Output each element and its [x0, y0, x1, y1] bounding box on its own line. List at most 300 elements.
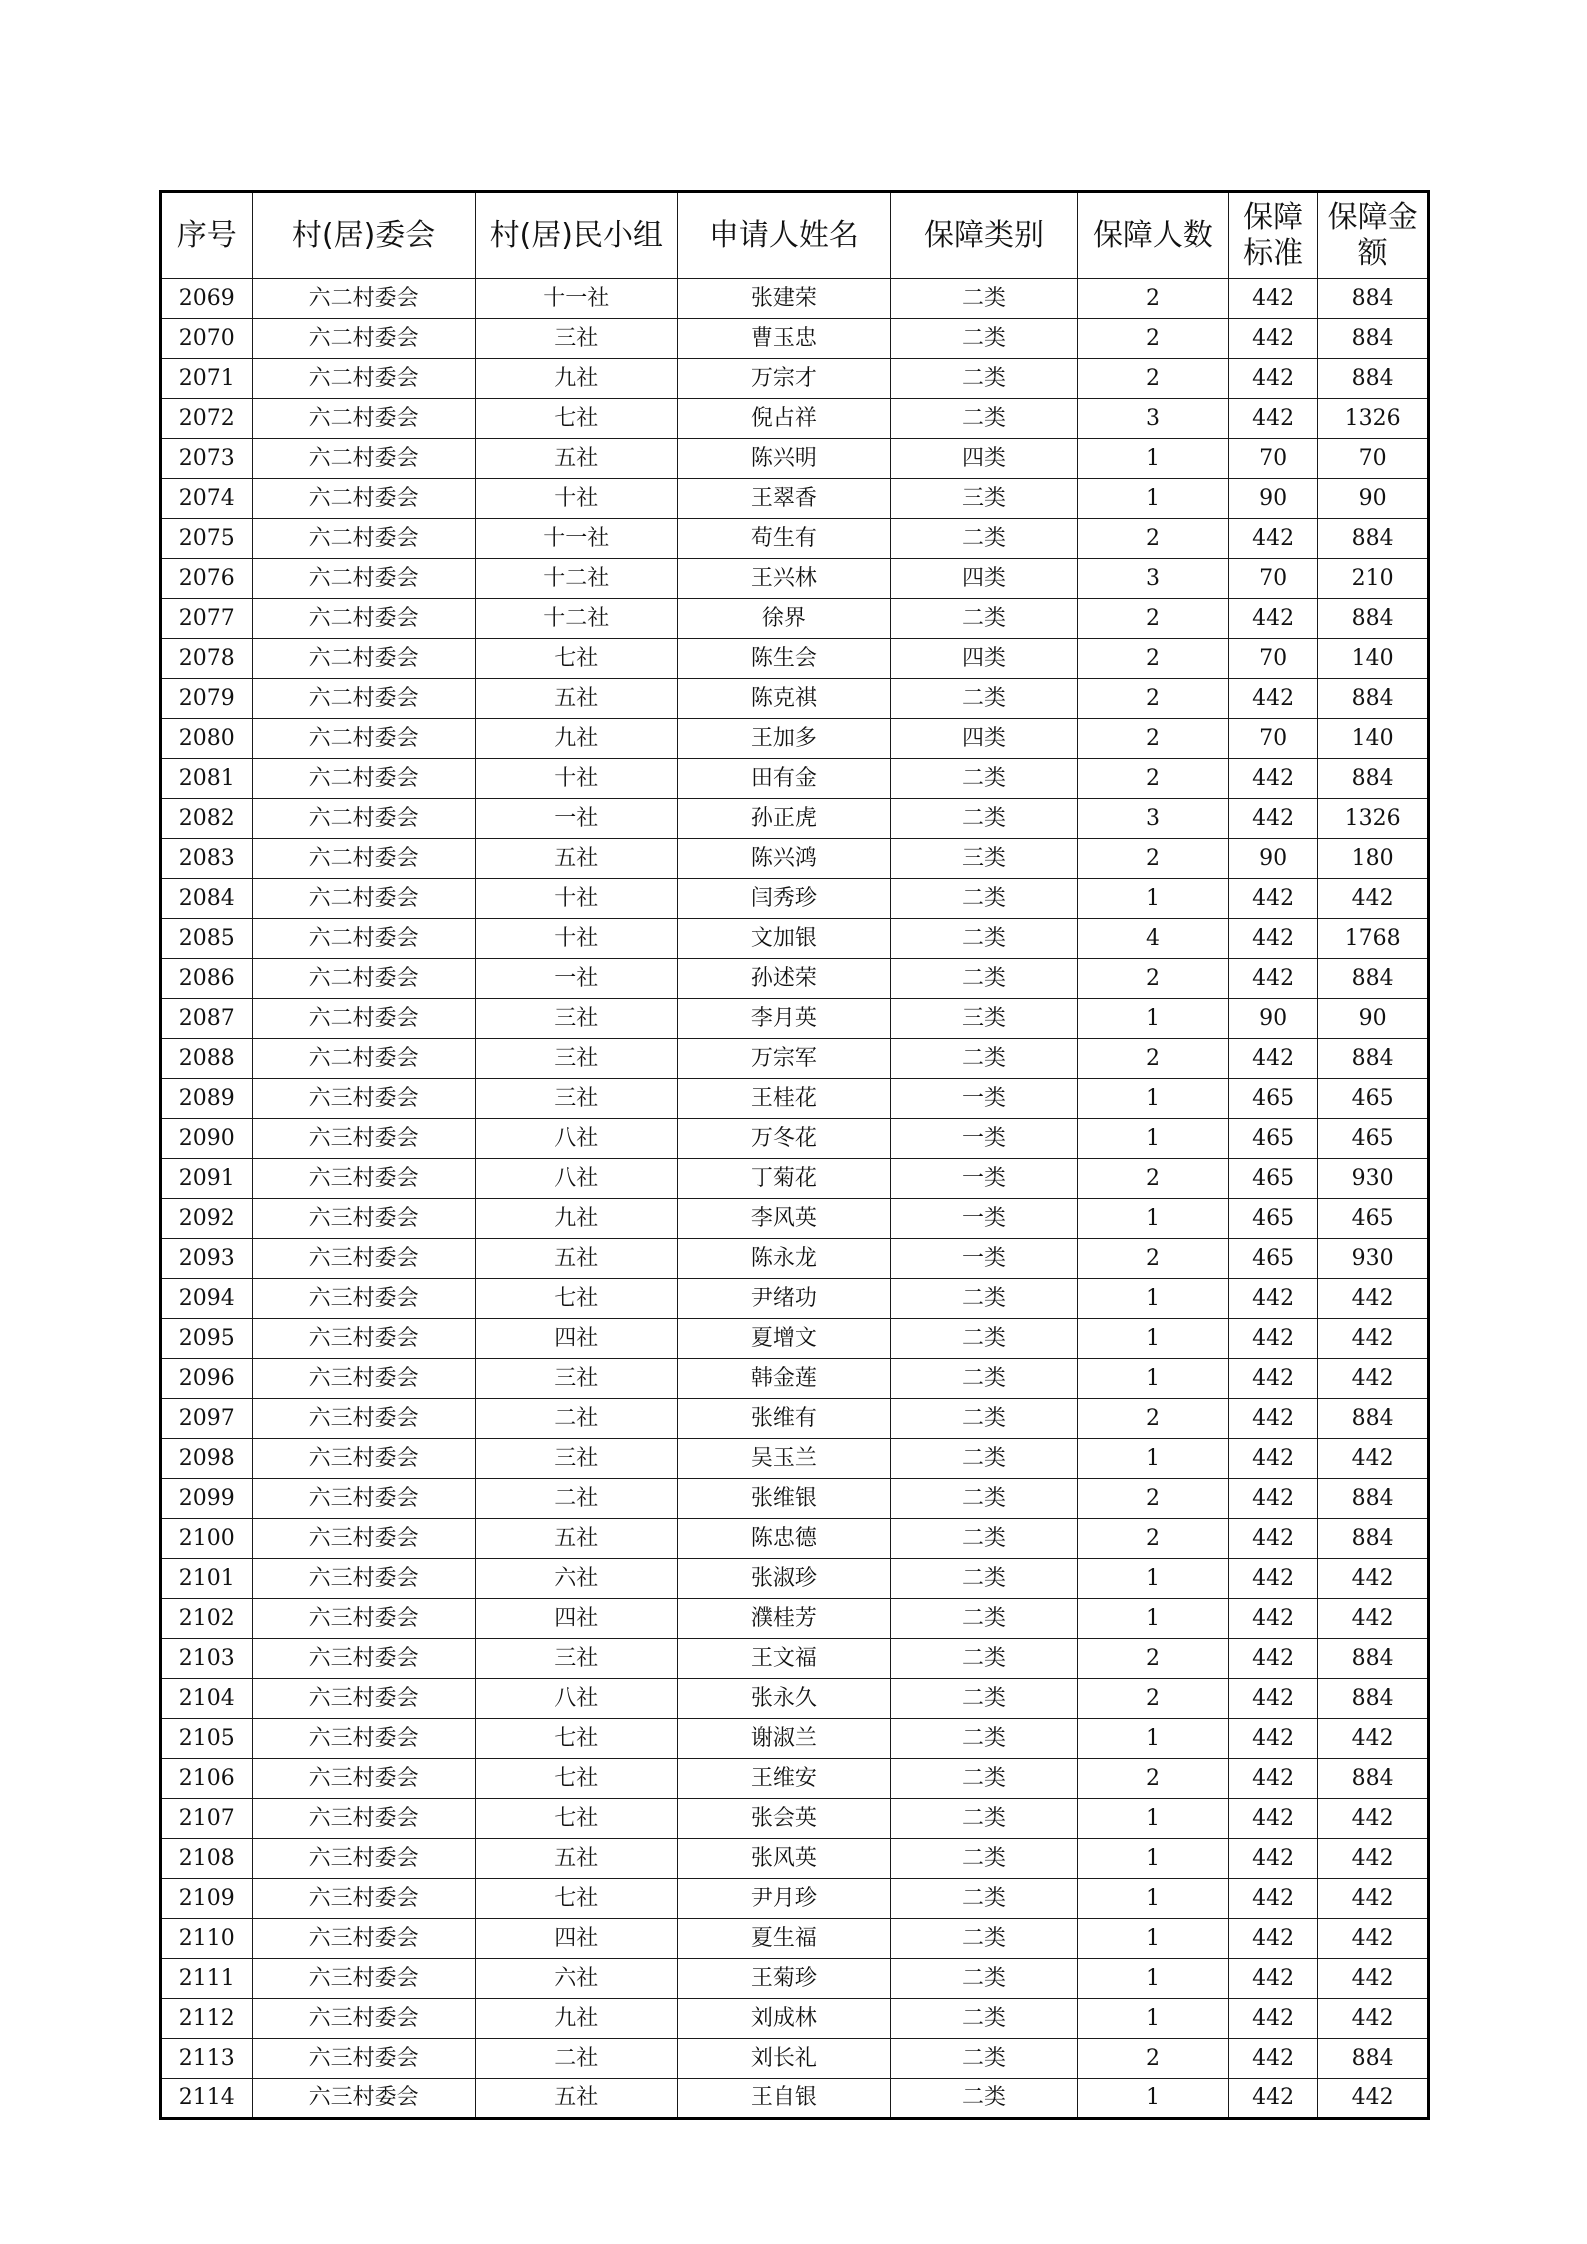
cell-assistance-amount: 884: [1318, 1519, 1429, 1559]
cell-serial-number: 2109: [161, 1879, 253, 1919]
cell-village-committee: 六三村委会: [252, 2039, 475, 2079]
cell-assistance-category: 一类: [891, 1239, 1078, 1279]
cell-villager-group: 二社: [475, 1399, 677, 1439]
header-villager-group: 村(居)民小组: [475, 192, 677, 279]
cell-assistance-standard: 442: [1228, 1279, 1317, 1319]
cell-assistance-standard: 465: [1228, 1159, 1317, 1199]
table-row: [161, 799, 1429, 839]
cell-assistance-category: 二类: [891, 759, 1078, 799]
cell-serial-number: 2104: [161, 1679, 253, 1719]
cell-village-committee: 六二村委会: [252, 879, 475, 919]
cell-village-committee: 六二村委会: [252, 319, 475, 359]
table-row: [161, 1599, 1429, 1639]
table-row: [161, 1519, 1429, 1559]
table-row: [161, 759, 1429, 799]
table-row: [161, 1999, 1429, 2039]
header-village-committee: 村(居)委会: [252, 192, 475, 279]
cell-covered-persons: 2: [1078, 279, 1229, 319]
cell-covered-persons: 1: [1078, 1279, 1229, 1319]
cell-assistance-standard: 442: [1228, 959, 1317, 999]
cell-applicant-name: 王翠香: [677, 479, 890, 519]
cell-serial-number: 2083: [161, 839, 253, 879]
cell-applicant-name: 李风英: [677, 1199, 890, 1239]
table-row: [161, 1359, 1429, 1399]
cell-assistance-category: 二类: [891, 1999, 1078, 2039]
cell-assistance-amount: 442: [1318, 2079, 1429, 2119]
table-row: [161, 719, 1429, 759]
cell-assistance-category: 二类: [891, 1599, 1078, 1639]
cell-assistance-standard: 442: [1228, 359, 1317, 399]
cell-villager-group: 四社: [475, 1599, 677, 1639]
cell-assistance-standard: 442: [1228, 399, 1317, 439]
cell-village-committee: 六三村委会: [252, 1439, 475, 1479]
cell-assistance-standard: 442: [1228, 1519, 1317, 1559]
cell-serial-number: 2080: [161, 719, 253, 759]
cell-serial-number: 2107: [161, 1799, 253, 1839]
cell-assistance-amount: 442: [1318, 1319, 1429, 1359]
table-row: [161, 1199, 1429, 1239]
table-row: [161, 1799, 1429, 1839]
table-row: [161, 1239, 1429, 1279]
cell-village-committee: 六三村委会: [252, 1759, 475, 1799]
cell-covered-persons: 3: [1078, 399, 1229, 439]
cell-covered-persons: 1: [1078, 439, 1229, 479]
cell-serial-number: 2071: [161, 359, 253, 399]
table-row: [161, 1639, 1429, 1679]
cell-applicant-name: 文加银: [677, 919, 890, 959]
cell-applicant-name: 王菊珍: [677, 1959, 890, 1999]
cell-applicant-name: 田有金: [677, 759, 890, 799]
cell-villager-group: 八社: [475, 1119, 677, 1159]
cell-assistance-amount: 1326: [1318, 399, 1429, 439]
table-row: [161, 1679, 1429, 1719]
cell-applicant-name: 夏增文: [677, 1319, 890, 1359]
cell-covered-persons: 2: [1078, 1519, 1229, 1559]
cell-assistance-category: 一类: [891, 1159, 1078, 1199]
cell-villager-group: 三社: [475, 1439, 677, 1479]
cell-serial-number: 2069: [161, 279, 253, 319]
cell-assistance-amount: 884: [1318, 1759, 1429, 1799]
cell-assistance-standard: 70: [1228, 439, 1317, 479]
cell-assistance-amount: 442: [1318, 1279, 1429, 1319]
cell-assistance-category: 二类: [891, 1919, 1078, 1959]
cell-covered-persons: 1: [1078, 1839, 1229, 1879]
cell-village-committee: 六三村委会: [252, 2079, 475, 2119]
cell-assistance-standard: 465: [1228, 1239, 1317, 1279]
cell-serial-number: 2070: [161, 319, 253, 359]
table-row: [161, 1319, 1429, 1359]
cell-village-committee: 六三村委会: [252, 1639, 475, 1679]
table-row: [161, 1839, 1429, 1879]
cell-assistance-category: 二类: [891, 1759, 1078, 1799]
cell-villager-group: 十社: [475, 759, 677, 799]
cell-assistance-category: 二类: [891, 1359, 1078, 1399]
cell-assistance-standard: 442: [1228, 279, 1317, 319]
cell-assistance-standard: 442: [1228, 1879, 1317, 1919]
header-assistance-category: 保障类别: [891, 192, 1078, 279]
header-serial-number: 序号: [161, 192, 253, 279]
cell-serial-number: 2097: [161, 1399, 253, 1439]
cell-assistance-standard: 70: [1228, 639, 1317, 679]
cell-assistance-category: 二类: [891, 799, 1078, 839]
cell-assistance-category: 二类: [891, 1839, 1078, 1879]
cell-covered-persons: 1: [1078, 1799, 1229, 1839]
cell-assistance-category: 二类: [891, 1319, 1078, 1359]
cell-covered-persons: 2: [1078, 1679, 1229, 1719]
cell-village-committee: 六三村委会: [252, 1879, 475, 1919]
table-row: [161, 1039, 1429, 1079]
cell-villager-group: 二社: [475, 2039, 677, 2079]
cell-applicant-name: 张建荣: [677, 279, 890, 319]
table-row: [161, 879, 1429, 919]
cell-covered-persons: 1: [1078, 1599, 1229, 1639]
cell-covered-persons: 1: [1078, 1079, 1229, 1119]
table-row: [161, 1919, 1429, 1959]
cell-assistance-category: 二类: [891, 2039, 1078, 2079]
table-row: [161, 1719, 1429, 1759]
cell-covered-persons: 1: [1078, 879, 1229, 919]
cell-assistance-standard: 442: [1228, 1999, 1317, 2039]
cell-assistance-category: 二类: [891, 919, 1078, 959]
cell-village-committee: 六二村委会: [252, 559, 475, 599]
table-row: [161, 319, 1429, 359]
cell-assistance-amount: 180: [1318, 839, 1429, 879]
cell-covered-persons: 2: [1078, 319, 1229, 359]
cell-applicant-name: 张维银: [677, 1479, 890, 1519]
cell-assistance-amount: 884: [1318, 679, 1429, 719]
table-row: [161, 839, 1429, 879]
cell-assistance-standard: 442: [1228, 2079, 1317, 2119]
cell-village-committee: 六三村委会: [252, 1359, 475, 1399]
cell-applicant-name: 孙正虎: [677, 799, 890, 839]
cell-applicant-name: 李月英: [677, 999, 890, 1039]
cell-villager-group: 十一社: [475, 279, 677, 319]
cell-applicant-name: 陈兴明: [677, 439, 890, 479]
cell-serial-number: 2084: [161, 879, 253, 919]
cell-applicant-name: 张会英: [677, 1799, 890, 1839]
cell-villager-group: 十二社: [475, 559, 677, 599]
cell-assistance-standard: 442: [1228, 1959, 1317, 1999]
table-row: [161, 1559, 1429, 1599]
cell-village-committee: 六二村委会: [252, 759, 475, 799]
table-row: [161, 1399, 1429, 1439]
cell-covered-persons: 2: [1078, 839, 1229, 879]
cell-serial-number: 2073: [161, 439, 253, 479]
cell-covered-persons: 2: [1078, 1759, 1229, 1799]
cell-assistance-standard: 442: [1228, 799, 1317, 839]
cell-villager-group: 一社: [475, 959, 677, 999]
cell-assistance-category: 二类: [891, 1719, 1078, 1759]
cell-serial-number: 2078: [161, 639, 253, 679]
cell-serial-number: 2102: [161, 1599, 253, 1639]
cell-assistance-amount: 140: [1318, 719, 1429, 759]
cell-assistance-amount: 442: [1318, 1959, 1429, 1999]
cell-serial-number: 2101: [161, 1559, 253, 1599]
cell-village-committee: 六三村委会: [252, 1599, 475, 1639]
table-row: [161, 1279, 1429, 1319]
cell-village-committee: 六三村委会: [252, 1919, 475, 1959]
cell-village-committee: 六二村委会: [252, 919, 475, 959]
cell-serial-number: 2093: [161, 1239, 253, 1279]
cell-village-committee: 六三村委会: [252, 1959, 475, 1999]
cell-applicant-name: 孙述荣: [677, 959, 890, 999]
cell-villager-group: 七社: [475, 1279, 677, 1319]
cell-covered-persons: 1: [1078, 1359, 1229, 1399]
cell-covered-persons: 3: [1078, 559, 1229, 599]
cell-applicant-name: 曹玉忠: [677, 319, 890, 359]
cell-covered-persons: 2: [1078, 1639, 1229, 1679]
cell-assistance-amount: 442: [1318, 1599, 1429, 1639]
cell-villager-group: 五社: [475, 1839, 677, 1879]
cell-assistance-standard: 442: [1228, 1759, 1317, 1799]
cell-applicant-name: 尹绪功: [677, 1279, 890, 1319]
cell-applicant-name: 刘成林: [677, 1999, 890, 2039]
cell-assistance-category: 四类: [891, 639, 1078, 679]
cell-assistance-category: 二类: [891, 1639, 1078, 1679]
cell-serial-number: 2086: [161, 959, 253, 999]
cell-applicant-name: 王文福: [677, 1639, 890, 1679]
cell-village-committee: 六三村委会: [252, 1799, 475, 1839]
cell-applicant-name: 陈永龙: [677, 1239, 890, 1279]
table-row: [161, 1159, 1429, 1199]
cell-serial-number: 2108: [161, 1839, 253, 1879]
cell-serial-number: 2085: [161, 919, 253, 959]
cell-assistance-standard: 442: [1228, 519, 1317, 559]
cell-village-committee: 六二村委会: [252, 599, 475, 639]
cell-villager-group: 七社: [475, 1879, 677, 1919]
cell-applicant-name: 陈生会: [677, 639, 890, 679]
cell-covered-persons: 1: [1078, 999, 1229, 1039]
cell-assistance-amount: 884: [1318, 1679, 1429, 1719]
cell-assistance-category: 二类: [891, 359, 1078, 399]
cell-villager-group: 四社: [475, 1319, 677, 1359]
cell-assistance-category: 二类: [891, 1799, 1078, 1839]
cell-village-committee: 六三村委会: [252, 1279, 475, 1319]
cell-village-committee: 六二村委会: [252, 1039, 475, 1079]
cell-assistance-category: 二类: [891, 399, 1078, 439]
cell-village-committee: 六二村委会: [252, 719, 475, 759]
cell-applicant-name: 张淑珍: [677, 1559, 890, 1599]
cell-covered-persons: 2: [1078, 359, 1229, 399]
cell-assistance-standard: 442: [1228, 1639, 1317, 1679]
cell-villager-group: 三社: [475, 1039, 677, 1079]
cell-applicant-name: 陈兴鸿: [677, 839, 890, 879]
cell-village-committee: 六三村委会: [252, 1399, 475, 1439]
cell-assistance-amount: 884: [1318, 1399, 1429, 1439]
cell-assistance-category: 一类: [891, 1079, 1078, 1119]
cell-village-committee: 六二村委会: [252, 999, 475, 1039]
cell-covered-persons: 1: [1078, 1119, 1229, 1159]
cell-applicant-name: 陈克祺: [677, 679, 890, 719]
cell-covered-persons: 2: [1078, 639, 1229, 679]
cell-assistance-amount: 70: [1318, 439, 1429, 479]
cell-assistance-standard: 442: [1228, 879, 1317, 919]
cell-assistance-amount: 442: [1318, 1919, 1429, 1959]
cell-applicant-name: 吴玉兰: [677, 1439, 890, 1479]
cell-applicant-name: 王兴林: [677, 559, 890, 599]
cell-assistance-standard: 90: [1228, 839, 1317, 879]
cell-villager-group: 十二社: [475, 599, 677, 639]
cell-assistance-standard: 442: [1228, 1039, 1317, 1079]
cell-village-committee: 六二村委会: [252, 519, 475, 559]
cell-serial-number: 2072: [161, 399, 253, 439]
cell-assistance-amount: 930: [1318, 1159, 1429, 1199]
cell-villager-group: 六社: [475, 1959, 677, 1999]
cell-serial-number: 2076: [161, 559, 253, 599]
cell-village-committee: 六二村委会: [252, 279, 475, 319]
header-row: [161, 192, 1429, 279]
cell-assistance-amount: 442: [1318, 1999, 1429, 2039]
cell-villager-group: 五社: [475, 839, 677, 879]
cell-applicant-name: 谢淑兰: [677, 1719, 890, 1759]
cell-serial-number: 2106: [161, 1759, 253, 1799]
table-row: [161, 999, 1429, 1039]
cell-covered-persons: 2: [1078, 1239, 1229, 1279]
cell-covered-persons: 1: [1078, 1199, 1229, 1239]
cell-villager-group: 三社: [475, 999, 677, 1039]
cell-villager-group: 三社: [475, 1359, 677, 1399]
cell-village-committee: 六二村委会: [252, 799, 475, 839]
cell-applicant-name: 万宗军: [677, 1039, 890, 1079]
cell-assistance-amount: 884: [1318, 359, 1429, 399]
table-row: [161, 359, 1429, 399]
cell-serial-number: 2087: [161, 999, 253, 1039]
cell-assistance-standard: 442: [1228, 1599, 1317, 1639]
cell-assistance-category: 四类: [891, 559, 1078, 599]
cell-village-committee: 六三村委会: [252, 1159, 475, 1199]
cell-covered-persons: 1: [1078, 2079, 1229, 2119]
cell-villager-group: 六社: [475, 1559, 677, 1599]
cell-village-committee: 六三村委会: [252, 1079, 475, 1119]
cell-village-committee: 六三村委会: [252, 1679, 475, 1719]
cell-serial-number: 2074: [161, 479, 253, 519]
cell-applicant-name: 万宗才: [677, 359, 890, 399]
cell-applicant-name: 刘长礼: [677, 2039, 890, 2079]
cell-assistance-amount: 442: [1318, 879, 1429, 919]
cell-assistance-category: 二类: [891, 279, 1078, 319]
cell-assistance-amount: 884: [1318, 519, 1429, 559]
cell-assistance-category: 一类: [891, 1119, 1078, 1159]
table-row: [161, 1479, 1429, 1519]
cell-village-committee: 六三村委会: [252, 1319, 475, 1359]
cell-covered-persons: 2: [1078, 959, 1229, 999]
cell-assistance-amount: 1768: [1318, 919, 1429, 959]
cell-assistance-standard: 442: [1228, 1399, 1317, 1439]
cell-assistance-standard: 442: [1228, 1799, 1317, 1839]
cell-villager-group: 八社: [475, 1679, 677, 1719]
cell-villager-group: 五社: [475, 1239, 677, 1279]
cell-assistance-standard: 90: [1228, 999, 1317, 1039]
cell-villager-group: 五社: [475, 2079, 677, 2119]
cell-assistance-standard: 442: [1228, 759, 1317, 799]
cell-covered-persons: 1: [1078, 1919, 1229, 1959]
cell-covered-persons: 2: [1078, 1159, 1229, 1199]
cell-assistance-category: 二类: [891, 1959, 1078, 1999]
cell-villager-group: 一社: [475, 799, 677, 839]
cell-assistance-amount: 465: [1318, 1079, 1429, 1119]
cell-serial-number: 2089: [161, 1079, 253, 1119]
cell-serial-number: 2113: [161, 2039, 253, 2079]
cell-assistance-amount: 442: [1318, 1879, 1429, 1919]
cell-assistance-category: 二类: [891, 1519, 1078, 1559]
cell-covered-persons: 1: [1078, 1959, 1229, 1999]
cell-assistance-category: 二类: [891, 319, 1078, 359]
cell-covered-persons: 1: [1078, 1439, 1229, 1479]
table-row: [161, 1439, 1429, 1479]
cell-assistance-amount: 884: [1318, 1639, 1429, 1679]
table-row: [161, 279, 1429, 319]
cell-covered-persons: 3: [1078, 799, 1229, 839]
cell-villager-group: 十一社: [475, 519, 677, 559]
cell-assistance-standard: 442: [1228, 1839, 1317, 1879]
table-row: [161, 1959, 1429, 1999]
cell-assistance-standard: 442: [1228, 599, 1317, 639]
cell-covered-persons: 1: [1078, 1879, 1229, 1919]
cell-assistance-amount: 442: [1318, 1799, 1429, 1839]
cell-assistance-standard: 70: [1228, 719, 1317, 759]
cell-assistance-amount: 465: [1318, 1199, 1429, 1239]
cell-assistance-category: 一类: [891, 1199, 1078, 1239]
cell-serial-number: 2114: [161, 2079, 253, 2119]
cell-assistance-amount: 140: [1318, 639, 1429, 679]
cell-assistance-standard: 442: [1228, 679, 1317, 719]
cell-serial-number: 2099: [161, 1479, 253, 1519]
header-applicant-name: 申请人姓名: [677, 192, 890, 279]
cell-covered-persons: 2: [1078, 1039, 1229, 1079]
table-row: [161, 679, 1429, 719]
cell-assistance-amount: 884: [1318, 1479, 1429, 1519]
cell-village-committee: 六二村委会: [252, 359, 475, 399]
cell-covered-persons: 2: [1078, 679, 1229, 719]
cell-assistance-category: 三类: [891, 999, 1078, 1039]
cell-covered-persons: 1: [1078, 1719, 1229, 1759]
cell-assistance-standard: 465: [1228, 1119, 1317, 1159]
cell-assistance-category: 四类: [891, 439, 1078, 479]
cell-village-committee: 六三村委会: [252, 1199, 475, 1239]
cell-assistance-category: 二类: [891, 1879, 1078, 1919]
cell-assistance-standard: 442: [1228, 2039, 1317, 2079]
table-row: [161, 919, 1429, 959]
cell-villager-group: 二社: [475, 1479, 677, 1519]
cell-applicant-name: 倪占祥: [677, 399, 890, 439]
cell-applicant-name: 徐界: [677, 599, 890, 639]
cell-assistance-amount: 465: [1318, 1119, 1429, 1159]
cell-villager-group: 十社: [475, 919, 677, 959]
cell-assistance-category: 二类: [891, 519, 1078, 559]
cell-villager-group: 五社: [475, 679, 677, 719]
cell-villager-group: 三社: [475, 1079, 677, 1119]
cell-assistance-amount: 442: [1318, 1719, 1429, 1759]
cell-serial-number: 2077: [161, 599, 253, 639]
cell-assistance-category: 二类: [891, 1479, 1078, 1519]
cell-assistance-amount: 884: [1318, 759, 1429, 799]
cell-serial-number: 2090: [161, 1119, 253, 1159]
cell-applicant-name: 张维有: [677, 1399, 890, 1439]
cell-village-committee: 六三村委会: [252, 1839, 475, 1879]
table-row: [161, 639, 1429, 679]
cell-assistance-standard: 442: [1228, 1919, 1317, 1959]
cell-villager-group: 九社: [475, 1199, 677, 1239]
cell-applicant-name: 王维安: [677, 1759, 890, 1799]
cell-assistance-amount: 442: [1318, 1359, 1429, 1399]
cell-village-committee: 六二村委会: [252, 399, 475, 439]
cell-applicant-name: 濮桂芳: [677, 1599, 890, 1639]
cell-serial-number: 2111: [161, 1959, 253, 1999]
table-row: [161, 2039, 1429, 2079]
cell-assistance-category: 二类: [891, 599, 1078, 639]
cell-assistance-amount: 884: [1318, 2039, 1429, 2079]
cell-assistance-standard: 442: [1228, 1359, 1317, 1399]
